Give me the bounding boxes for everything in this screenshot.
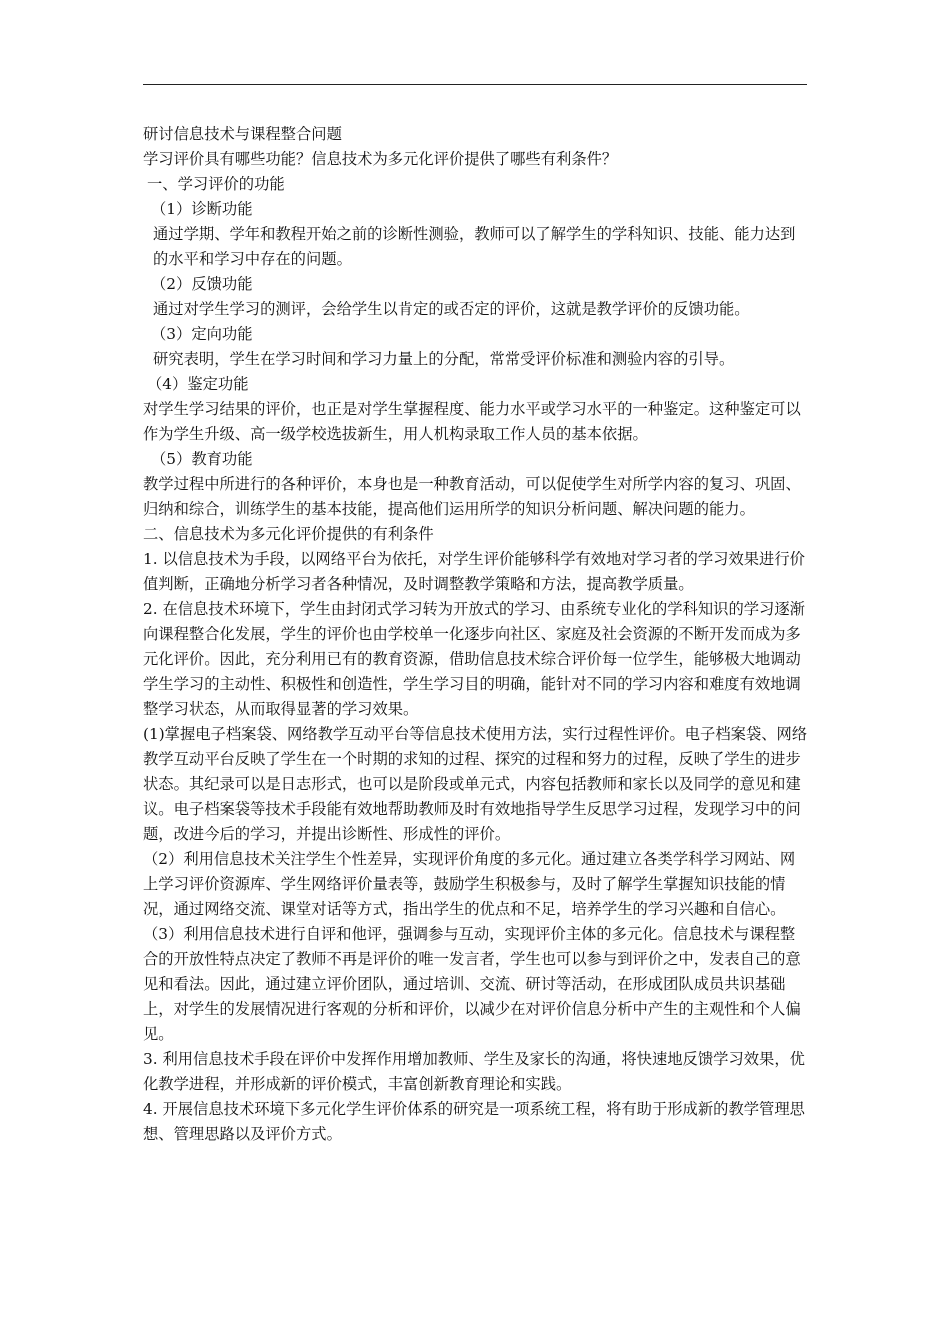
- item3-label: （3）定向功能: [151, 325, 253, 343]
- question-text: 学习评价具有哪些功能？信息技术为多元化评价提供了哪些有利条件？: [143, 150, 618, 168]
- section2-heading: 二、信息技术为多元化评价提供的有利条件: [143, 525, 434, 543]
- section1-heading: 一、学习评价的功能: [147, 175, 285, 193]
- section2-subitem-3: （3）利用信息技术进行自评和他评，强调参与互动，实现评价主体的多元化。信息技术与课程整合的开放性特点决定了教师不再是评价的唯一发言者，学生也可以参与到评价之中，发表自己的意见和看法。因此，通过建立评价团队，通过培训、交流、研讨等活动，在形成团队成员共识基础上，对学生的发展情况进行客观的分析和评价，以减少在对评价信息分析中产生的主观性和个人偏见。: [143, 925, 801, 1043]
- section2-paragraph-3: 3. 利用信息技术手段在评价中发挥作用增加教师、学生及家长的沟通，将快速地反馈学习效果，优化教学进程，并形成新的评价模式，丰富创新教育理论和实践。: [143, 1050, 805, 1093]
- item4-text: 对学生学习结果的评价，也正是对学生掌握程度、能力水平或学习水平的一种鉴定。这种鉴定可以作为学生升级、高一级学校选拔新生，用人机构录取工作人员的基本依据。: [143, 400, 801, 443]
- item1-text: 通过学期、学年和教程开始之前的诊断性测验，教师可以了解学生的学科知识、技能、能力达到的水平和学习中存在的问题。: [153, 225, 796, 268]
- item3-text: 研究表明，学生在学习时间和学习力量上的分配，常常受评价标准和测验内容的引导。: [153, 350, 735, 368]
- section2-paragraph-2: 2. 在信息技术环境下，学生由封闭式学习转为开放式的学习、由系统专业化的学科知识的学习逐渐向课程整合化发展，学生的评价也由学校单一化逐步向社区、家庭及社会资源的不断开发而成为多元化评价。因此，充分利用已有的教育资源，借助信息技术综合评价每一位学生，能够极大地调动学生学习的主动性、积极性和创造性，学生学习目的明确，能针对不同的学习内容和难度有效地调整学习状态，从而取得显著的学习效果。: [143, 600, 805, 718]
- document-body: [143, 122, 809, 1147]
- item5-label: （5）教育功能: [151, 450, 253, 468]
- section2-subitem-1: (1)掌握电子档案袋、网络教学互动平台等信息技术使用方法，实行过程性评价。电子档案袋、网络教学互动平台反映了学生在一个时期的求知的过程、探究的过程和努力的过程，反映了学生的进步状态。其纪录可以是日志形式，也可以是阶段或单元式，内容包括教师和家长以及同学的意见和建议。电子档案袋等技术手段能有效地帮助教师及时有效地指导学生反思学习过程，发现学习中的问题，改进今后的学习，并提出诊断性、形成性的评价。: [143, 725, 808, 843]
- header-rule: [143, 84, 807, 85]
- document-title: 研讨信息技术与课程整合问题: [143, 125, 342, 143]
- item1-label: （1）诊断功能: [151, 200, 253, 218]
- item5-text: 教学过程中所进行的各种评价，本身也是一种教育活动，可以促使学生对所学内容的复习、巩固、归纳和综合，训练学生的基本技能，提高他们运用所学的知识分析问题、解决问题的能力。: [143, 475, 801, 518]
- section2-paragraph-4: 4. 开展信息技术环境下多元化学生评价体系的研究是一项系统工程，将有助于形成新的教学管理思想、管理思路以及评价方式。: [143, 1100, 805, 1143]
- section2-subitem-2: （2）利用信息技术关注学生个性差异，实现评价角度的多元化。通过建立各类学科学习网站、网上学习评价资源库、学生网络评价量表等，鼓励学生积极参与，及时了解学生掌握知识技能的情况，通过网络交流、课堂对话等方式，指出学生的优点和不足，培养学生的学习兴趣和自信心。: [143, 850, 796, 918]
- item2-label: （2）反馈功能: [151, 275, 253, 293]
- item4-label: （4）鉴定功能: [147, 375, 249, 393]
- item2-text: 通过对学生学习的测评，会给学生以肯定的或否定的评价，这就是教学评价的反馈功能。: [153, 300, 750, 318]
- section2-paragraph-1: 1. 以信息技术为手段，以网络平台为依托，对学生评价能够科学有效地对学习者的学习效果进行价值判断，正确地分析学习者各种情况，及时调整教学策略和方法，提高教学质量。: [143, 550, 805, 593]
